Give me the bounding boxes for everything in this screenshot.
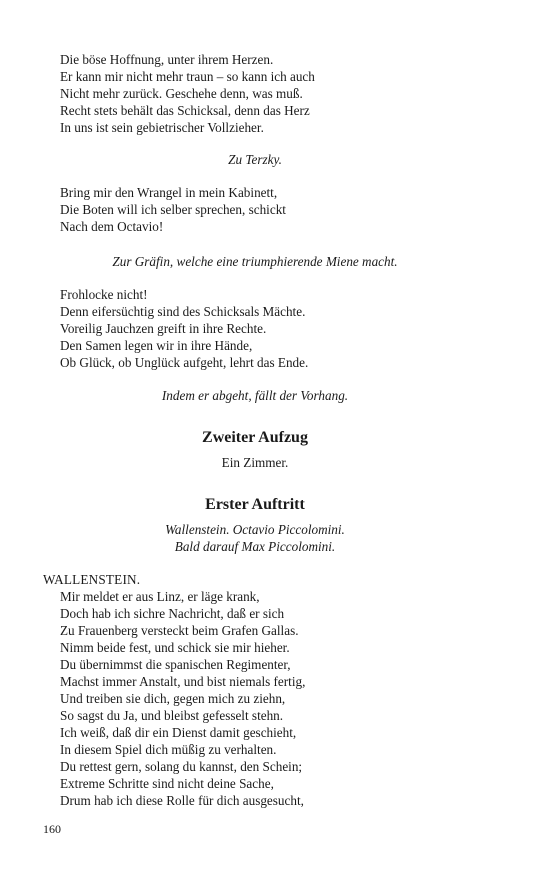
verse-line: Doch hab ich sichre Nachricht, daß er sich (60, 606, 285, 621)
verse-line: Mir meldet er aus Linz, er läge krank, (60, 589, 260, 604)
verse-line: Die Boten will ich selber sprechen, schickt (60, 202, 286, 217)
verse-line: Ob Glück, ob Unglück aufgeht, lehrt das Ende. (60, 355, 309, 370)
verse-line: Du rettest gern, solang du kannst, den Schein; (60, 759, 303, 774)
page-number: 160 (43, 822, 61, 836)
verse-line: Ich weiß, daß dir ein Dienst damit geschieht, (60, 725, 297, 740)
verse-line: So sagst du Ja, und bleibst gefesselt stehn. (60, 708, 284, 723)
verse-line: Denn eifersüchtig sind des Schicksals Mächte. (60, 304, 306, 319)
act-setting: Ein Zimmer. (221, 455, 289, 470)
act-title: Zweiter Aufzug (202, 429, 308, 446)
scene-characters-line-2: Bald darauf Max Piccolomini. (174, 539, 336, 554)
scene-characters-line-1: Wallenstein. Octavio Piccolomini. (165, 522, 345, 537)
verse-line: In diesem Spiel dich müßig zu verhalten. (60, 742, 277, 757)
verse-line: Voreilig Jauchzen greift in ihre Rechte. (60, 321, 267, 336)
verse-stanza-2 (60, 184, 286, 235)
verse-line: In uns ist sein gebietrischer Vollzieher. (60, 120, 264, 135)
verse-line: Machst immer Anstalt, und bist niemals fertig, (60, 674, 306, 689)
verse-line: Drum hab ich diese Rolle für dich ausgesucht, (60, 793, 304, 808)
stage-direction-to-countess: Zur Gräfin, welche eine triumphierende Miene macht. (112, 254, 398, 269)
verse-stanza-3 (60, 286, 308, 371)
verse-line: Er kann mir nicht mehr traun – so kann ich auch (60, 69, 315, 84)
verse-line: Zu Frauenberg versteckt beim Grafen Gallas. (60, 623, 299, 638)
verse-stanza-1 (60, 51, 315, 136)
scene-title: Erster Auftritt (205, 496, 305, 513)
stage-direction-curtain: Indem er abgeht, fällt der Vorhang. (161, 388, 349, 403)
verse-line: Die böse Hoffnung, unter ihrem Herzen. (60, 52, 274, 67)
verse-line: Den Samen legen wir in ihre Hände, (60, 338, 253, 353)
verse-line: Bring mir den Wrangel in mein Kabinett, (60, 185, 278, 200)
verse-line: Du übernimmst die spanischen Regimenter, (60, 657, 291, 672)
verse-line: Nimm beide fest, und schick sie mir hieher. (60, 640, 290, 655)
verse-line: Recht stets behält das Schicksal, denn das Herz (60, 103, 310, 118)
verse-line: Nicht mehr zurück. Geschehe denn, was muß. (60, 86, 303, 101)
verse-stanza-4 (60, 588, 305, 809)
stage-direction-to-terzky: Zu Terzky. (228, 152, 282, 167)
verse-line: Nach dem Octavio! (60, 219, 164, 234)
verse-line: Und treiben sie dich, gegen mich zu ziehn, (60, 691, 286, 706)
verse-line: Frohlocke nicht! (60, 287, 148, 302)
speaker-name: WALLENSTEIN. (43, 572, 141, 587)
verse-line: Extreme Schritte sind nicht deine Sache, (60, 776, 274, 791)
